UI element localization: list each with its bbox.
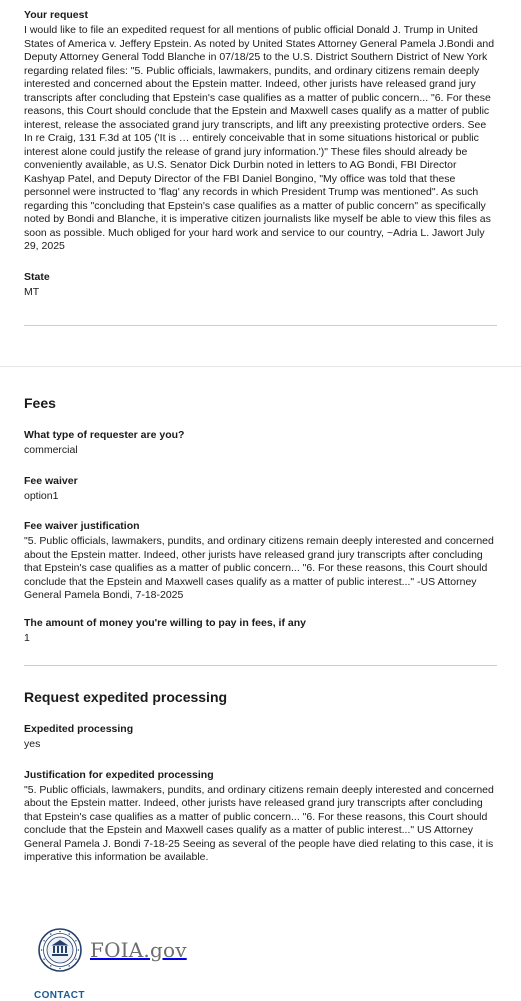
expedited-processing-label: Expedited processing [24,723,134,735]
your-request-label: Your request [24,9,88,21]
foia-logo-link[interactable] [38,928,187,972]
request-section [0,0,521,299]
foia-logo-text: FOIA.gov [90,938,187,962]
fee-amount-label: The amount of money you're willing to pay in fees, if any [24,616,306,629]
state-value: MT [24,285,40,298]
expedited-section [0,688,521,865]
contact-link[interactable]: CONTACT [34,990,85,1001]
expedited-justification-value: "5. Public officials, lawmakers, pundits, and ordinary citizens remain deeply interested and concerned about the Epstein matter. Indeed, other jurists have released grand jury transcripts after concluding that Epstein's case qualifies as a matter of public concern... "6. For these reasons, this Court should conclude that the Epstein and Maxwell cases qualify as a matter of public interest..." US Attorney General Pamela J. Bondi 7-18-25 Seeing as several of the people have died relating to this case, it is imperative this information be available. [24,783,494,863]
fee-waiver-justification-label: Fee waiver justification [24,520,140,532]
fee-amount-value: 1 [24,631,30,644]
expedited-justification-label: Justification for expedited processing [24,768,214,781]
foia-seal-icon [38,928,82,972]
footer [0,926,521,1000]
fee-waiver-justification-value: "5. Public officials, lawmakers, pundits, and ordinary citizens remain deeply interested and concerned about the Epstein matter. Indeed, other jurists have released grand jury transcripts after concluding that Epstein's case qualifies as a matter of public concern... "6. For these reasons, this Court should conclude that the Epstein and Maxwell cases qualify as a matter of public interest..." -US Attorney General Pamela Bondi, 7-18-2025 [24,535,494,601]
fee-waiver-value: option1 [24,489,59,502]
expedited-heading: Request expedited processing [24,689,228,705]
request-divider [24,325,497,326]
fees-heading: Fees [24,395,56,411]
your-request-text: I would like to file an expedited request for all mentions of public official Donald J. Trump in United States of America v. Jeffery Epstein. As noted by United States Attorney General Pamela J.Bondi and Deputy Attorney General Todd Blanche in 07/18/25 to the U.S. District Southern District of New York regarding related files: "5. Public officials, lawmakers, pundits, and ordinary citizens remain deeply interested and concerned about the Epstein matter. Indeed, other jurists have released grand jury transcripts after concluding that Epstein's case qualifies as a matter of public concern... "6. For these reasons, this Court should conclude that the Epstein and Maxwell cases qualify as a matter of public interest, release the associated grand jury transcripts, and lift any preexisting protective orders. See In re Craig, 131 F.3d at 105 ('It is … entirely conceivable that in some situations historical or public interest alone could justify the release of grand jury information.')" These files should already be conveniently available, as U.S. Senator Dick Durbin noted in letters to AG Bondi, FBI Director Kashyap Patel, and Deputy Director of the FBI Daniel Bongino, "My office was told that these personnel were instructed to 'flag' any records in which President Trump was mentioned". As such regarding this "concluding that Epstein's case qualifies as a matter of public concern" as specifically noted by Bondi and Blanche, it is imperative citizen journalists like myself be able to view this files as soon as possible. Much obliged for your hard work and service to our country, ~Adria L. Jawort July 29, 2025 [24,24,495,252]
requester-type-label: What type of requester are you? [24,429,185,441]
fees-divider [24,665,497,666]
state-label: State [24,270,50,283]
fee-waiver-label: Fee waiver [24,474,78,487]
fees-section [0,394,521,645]
expedited-processing-value: yes [24,738,41,750]
requester-type-value: commercial [24,444,78,456]
